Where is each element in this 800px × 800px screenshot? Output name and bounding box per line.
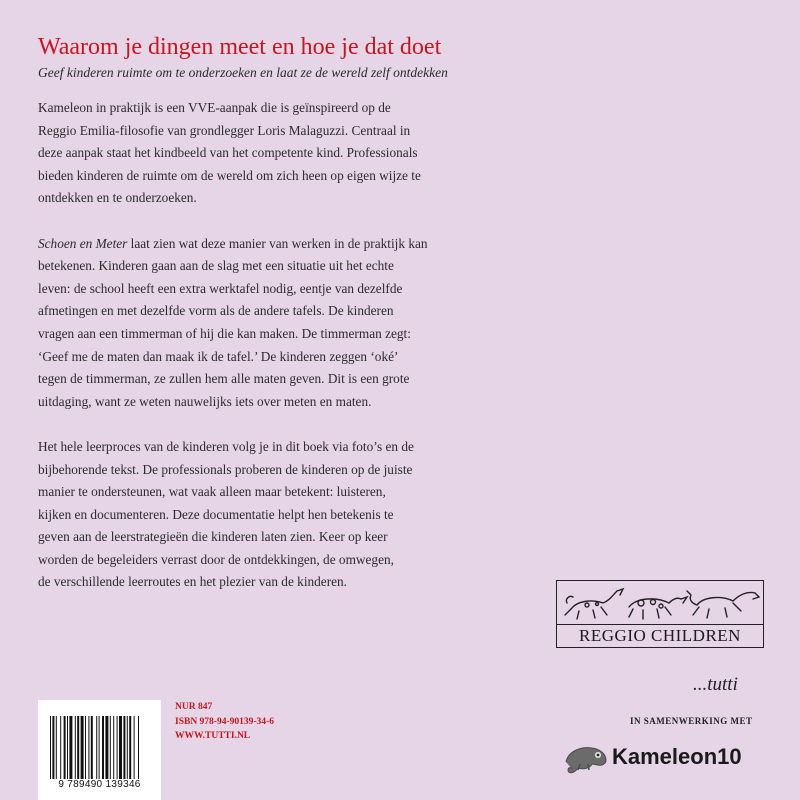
text-line: worden de begeleiders verrast door de ontdekkingen, de omwegen, xyxy=(38,551,394,567)
text-fragment: laat zien wat deze manier van werken in de praktijk kan xyxy=(127,235,428,251)
barcode-bar xyxy=(96,716,97,780)
text-line: manier te ondersteunen, wat vaak alleen maar betekent: luisteren, xyxy=(38,484,386,500)
nur-code: NUR 847 xyxy=(175,702,213,712)
barcode-bar xyxy=(113,716,114,780)
text-line: Reggio Emilia-filosofie van grondlegger Loris Malaguzzi. Centraal in xyxy=(38,122,411,138)
text-line: betekenen. Kinderen gaan aan de slag met een situatie uit het echte xyxy=(38,258,394,274)
text-line: ‘Geef me de maten dan maak ik de tafel.’ De kinderen zeggen ‘oké’ xyxy=(38,348,399,364)
barcode-bar xyxy=(81,716,84,780)
barcode-bar xyxy=(77,716,79,780)
barcode xyxy=(38,700,161,800)
barcode-bar xyxy=(91,716,93,780)
tutti-logo: ...tutti xyxy=(693,674,738,695)
barcode-bar xyxy=(134,716,135,780)
paragraph-2 xyxy=(38,233,508,414)
barcode-bar xyxy=(52,716,54,780)
barcode-bar xyxy=(67,716,68,780)
barcode-bar xyxy=(56,716,57,780)
barcode-bar xyxy=(129,716,131,780)
text-line: uitdaging, want ze weten nauwelijks iets over meten en maten. xyxy=(38,393,372,409)
text-line: afmetingen en met dezelfde vorm als de andere tafels. De kinderen xyxy=(38,303,394,319)
barcode-bar xyxy=(85,716,86,780)
barcode-bar xyxy=(60,716,61,780)
text-line: de verschillende leerroutes en het plezier van de kinderen. xyxy=(38,574,348,590)
reggio-children-wordmark: REGGIO CHILDREN xyxy=(557,624,763,646)
body-text xyxy=(38,97,508,617)
text-line: Kameleon in praktijk is een VVE-aanpak die is geïnspireerd op de xyxy=(38,100,391,115)
barcode-bar xyxy=(50,716,51,780)
kameleon-wordmark: Kameleon10 xyxy=(612,744,742,769)
barcode-bar xyxy=(64,716,66,780)
barcode-bar xyxy=(138,716,139,780)
text-line: tegen de timmerman, ze zullen hem alle maten geven. Dit is een grote xyxy=(38,371,410,387)
text-line: kijken en documenteren. Deze documentatie helpt hen betekenis te xyxy=(38,506,394,522)
barcode-bar xyxy=(99,716,100,780)
animals-drawing-icon xyxy=(557,581,763,625)
isbn: ISBN 978-94-90139-34-6 xyxy=(175,716,274,727)
text-line: Het hele leerproces van de kinderen volg je in dit boek via foto’s en de xyxy=(38,438,414,454)
page-subtitle: Geef kinderen ruimte om te onderzoeken en laat ze de wereld zelf ontdekken xyxy=(38,65,448,80)
book-title-italic: Schoen en Meter xyxy=(38,235,128,251)
text-line: vragen aan een timmerman of hij die kan maken. De timmerman zegt: xyxy=(38,325,411,341)
barcode-bar xyxy=(88,716,89,780)
barcode-bar xyxy=(75,716,76,780)
barcode-bar xyxy=(102,716,104,780)
barcode-bar xyxy=(119,716,122,780)
text-line xyxy=(38,233,508,256)
page-title: Waarom je dingen meet en hoe je dat doet xyxy=(38,34,442,60)
text-line: geven aan de leerstrategieën die kinderen laten zien. Keer op keer xyxy=(38,529,388,545)
text-line: bieden kinderen de ruimte om de wereld om zich heen op eigen wijze te xyxy=(38,167,421,183)
text-line: leven: de school heeft een extra werktafel nodig, eentje van dezelfde xyxy=(38,280,403,296)
barcode-bar xyxy=(69,716,72,780)
barcode-bar xyxy=(117,716,118,780)
chameleon-icon xyxy=(562,740,610,776)
book-meta xyxy=(175,700,274,744)
barcode-bar xyxy=(105,716,108,780)
paragraph-1 xyxy=(38,97,508,210)
text-line: ontdekken en te onderzoeken. xyxy=(38,190,197,206)
barcode-bar xyxy=(127,716,128,780)
reggio-children-logo xyxy=(556,580,764,648)
kameleon-logo xyxy=(562,738,800,778)
paragraph-3 xyxy=(38,436,508,594)
barcode-number: 9 789490 139346 xyxy=(38,779,161,790)
partner-label: IN SAMENWERKING MET xyxy=(630,716,753,726)
text-line: deze aanpak staat het kindbeeld van het competente kind. Professionals xyxy=(38,145,418,161)
website: WWW.TUTTI.NL xyxy=(175,731,251,741)
barcode-bar xyxy=(123,716,125,780)
barcode-bar xyxy=(110,716,111,780)
text-line: bijbehorende tekst. De professionals proberen de kinderen op de juiste xyxy=(38,461,413,477)
